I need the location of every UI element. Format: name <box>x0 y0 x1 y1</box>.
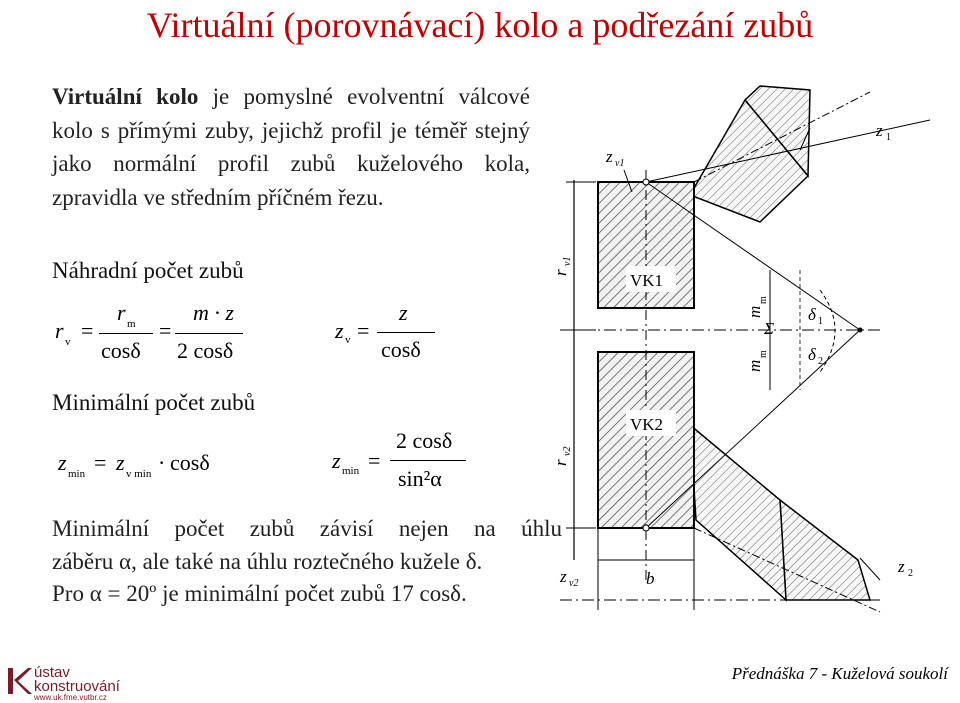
eq-zv-den: cosδ <box>381 337 421 362</box>
label-rv1-sub: v1 <box>562 256 573 266</box>
eq-zv-fraction-bar <box>377 332 435 333</box>
label-rv2-sub: v2 <box>562 446 573 456</box>
label-delta2-sub: 2 <box>818 356 823 367</box>
section-replacement-heading: Náhradní počet zubů <box>52 258 244 283</box>
label-zv1-sub: v1 <box>615 158 625 169</box>
eq-zmin1-zv-sub: v min <box>126 468 152 480</box>
footer-lecture: Přednáška 7 - Kuželová soukolí <box>731 664 948 683</box>
eq-zmin2-den: sin²α <box>398 466 442 491</box>
label-z2-sub: 2 <box>908 568 913 579</box>
eq-zv-lhs: z <box>335 318 344 343</box>
apex-point <box>858 328 863 333</box>
eq-zmin2-num: 2 cosδ <box>396 428 453 453</box>
bottom-line-1: Minimální počet zubů závisí nejen na úhlu <box>52 516 562 541</box>
page-title: Virtuální (porovnávací) kolo a podřezání zubů <box>146 5 814 45</box>
logo-line-1: ústav <box>34 664 70 681</box>
label-z1-sub: 1 <box>886 132 891 143</box>
intro-bold-virtual: Virtuální <box>52 84 142 109</box>
eq-rv-num1: r <box>117 300 126 325</box>
intro-text: je pomyslné evolventní válcové kolo s přímými zuby, jejichž profil je téměř stejný jako normální profil zubů kuželového kola, zpravidla ve středním příčném řezu. <box>52 84 530 210</box>
label-mm2: m <box>745 359 764 372</box>
label-zv2-sub: v2 <box>569 578 579 589</box>
pitch-point-1 <box>643 179 649 185</box>
gear2-tooth <box>690 425 786 600</box>
bottom-line-2: záběru α, ale také na úhlu roztečného kužele δ. <box>52 548 483 574</box>
eq-zmin1-lhs: z <box>58 450 67 475</box>
label-delta1: δ <box>808 305 816 324</box>
eq-rv-fraction-bar-1 <box>99 333 153 334</box>
eq-rv-num2: m · z <box>193 300 234 325</box>
eq-rv-lhs: r <box>55 318 64 343</box>
institute-logo-icon <box>8 666 32 696</box>
eq-rv-den2: 2 cosδ <box>177 338 234 363</box>
equation-zmin-1 <box>58 450 258 490</box>
label-vk1: VK1 <box>630 271 664 290</box>
eq-zmin2-fraction-bar <box>390 460 466 461</box>
label-delta2: δ <box>808 345 816 364</box>
section-minimal-heading: Minimální počet zubů <box>52 390 256 415</box>
eq-zmin2-equals: = <box>368 448 381 473</box>
eq-zmin2-lhs-sub: min <box>342 465 360 477</box>
label-b: b <box>646 569 655 588</box>
label-z2: z <box>898 557 905 576</box>
eq-rv-fraction-bar-2 <box>175 333 243 334</box>
equation-rv <box>55 300 305 370</box>
bottom-paragraph <box>52 513 562 611</box>
label-zv2: z <box>560 567 567 586</box>
eq-zmin1-lhs-sub: min <box>68 468 86 480</box>
eq-rv-num1-sub: m <box>127 318 136 330</box>
intro-paragraph <box>52 80 530 214</box>
intro-bold-kolo: kolo <box>156 84 199 109</box>
eq-zv-num: z <box>399 300 408 325</box>
bottom-line-3: Pro α = 20º je minimální počet zubů 17 cosδ. <box>52 581 467 606</box>
eq-rv-equals-2: = <box>159 318 172 343</box>
eq-rv-equals-1: = <box>81 318 94 343</box>
gear2-body <box>780 500 870 600</box>
pitch-point-2 <box>643 525 649 531</box>
eq-zmin1-zv: z <box>116 450 125 475</box>
eq-rv-lhs-sub: v <box>65 336 71 348</box>
label-mm2-sub: m <box>758 350 769 358</box>
label-mm1-sub: m <box>758 296 769 304</box>
logo-line-2: konstruování <box>34 678 120 695</box>
eq-rv-den1: cosδ <box>101 338 141 363</box>
eq-zmin1-cos: cosδ <box>170 450 210 475</box>
bevel-gear-diagram <box>540 76 960 636</box>
equation-zmin-2 <box>332 428 482 498</box>
eq-zmin1-dot: · <box>158 450 166 475</box>
label-z1: z <box>876 121 883 140</box>
label-delta1-sub: 1 <box>818 316 823 327</box>
label-sigma: Σ <box>764 319 775 338</box>
eq-zv-equals: = <box>357 318 370 343</box>
label-vk2: VK2 <box>630 415 664 434</box>
label-rv2: r <box>551 459 570 466</box>
eq-zmin1-equals: = <box>94 450 107 475</box>
label-rv1: r <box>551 269 570 276</box>
label-zv1: z <box>606 147 613 166</box>
eq-zmin2-lhs: z <box>332 448 341 473</box>
logo-url: www.uk.fme.vutbr.cz <box>34 693 107 702</box>
equation-zv <box>335 300 455 370</box>
eq-zv-lhs-sub: v <box>345 334 351 346</box>
label-mm1: m <box>745 305 764 318</box>
